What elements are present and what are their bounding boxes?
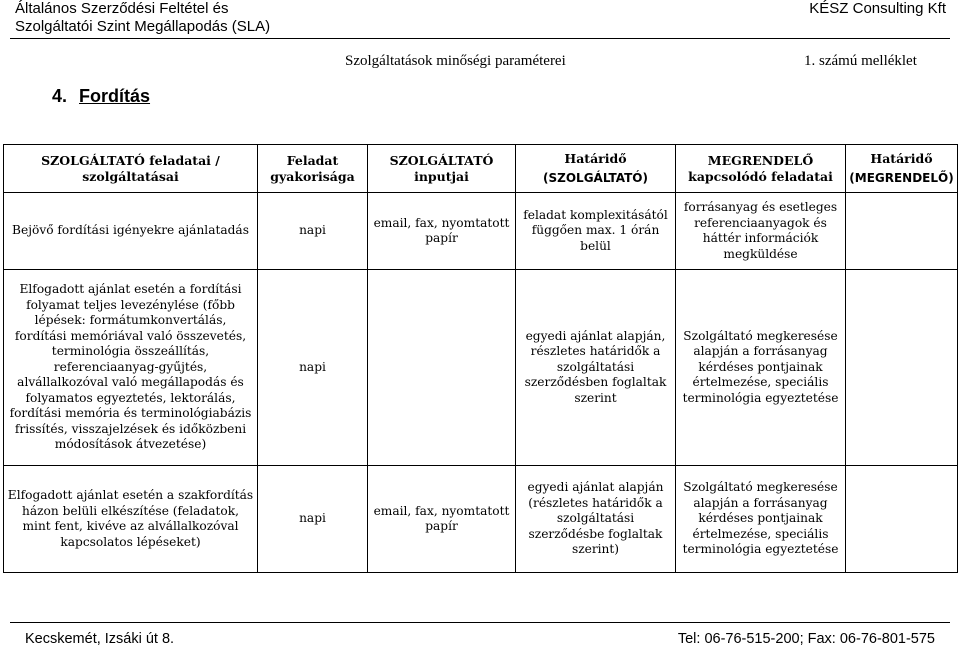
cell-client-tasks: Szolgáltató megkeresése alapján a forrásanyag kérdéses pontjainak értelmezése, speciális terminológia egyeztetése bbox=[676, 466, 846, 573]
company-name: KÉSZ Consulting Kft bbox=[809, 0, 946, 17]
cell-frequency: napi bbox=[258, 466, 368, 573]
header-cell-frequency: Feladat gyakorisága bbox=[258, 145, 368, 193]
footer-divider bbox=[10, 622, 950, 623]
header-cell-tasks: SZOLGÁLTATÓ feladatai / szolgáltatásai bbox=[4, 145, 258, 193]
table-row bbox=[4, 193, 958, 270]
cell-inputs bbox=[368, 270, 516, 466]
section-number: 4. bbox=[52, 86, 68, 106]
header-cell-deadline-provider bbox=[516, 145, 676, 193]
header-deadline-label: Határidő bbox=[870, 151, 933, 166]
table-header-row bbox=[4, 145, 958, 193]
cell-deadline: feladat komplexitásától függően max. 1 órán belül bbox=[516, 193, 676, 270]
table-row bbox=[4, 466, 958, 573]
page-subtitle: Szolgáltatások minőségi paraméterei bbox=[345, 53, 566, 69]
appendix-label: 1. számú melléklet bbox=[804, 53, 917, 69]
header-title-line1: Általános Szerződési Feltétel és bbox=[15, 0, 229, 17]
section-heading bbox=[52, 86, 150, 107]
cell-client-tasks: Szolgáltató megkeresése alapján a forrásanyag kérdéses pontjainak értelmezése, speciális terminológia egyeztetése bbox=[676, 270, 846, 466]
cell-client-tasks: forrásanyag és esetleges referenciaanyagok és háttér információk megküldése bbox=[676, 193, 846, 270]
cell-inputs: email, fax, nyomtatott papír bbox=[368, 466, 516, 573]
cell-frequency: napi bbox=[258, 270, 368, 466]
cell-client-deadline bbox=[846, 193, 958, 270]
cell-client-deadline bbox=[846, 270, 958, 466]
header-title-line2: Szolgáltatói Szint Megállapodás (SLA) bbox=[15, 18, 271, 35]
section-title: Fordítás bbox=[79, 86, 151, 106]
footer-address: Kecskemét, Izsáki út 8. bbox=[25, 631, 175, 647]
cell-task: Elfogadott ajánlat esetén a fordítási folyamat teljes levezénylése (főbb lépések: formátumkonvertálás, fordítási memóriával való összevetés, terminológia összeállítás, referenciaanyag-gyűjtés, alvállalkozóval való megállapodás és folyamatos egyeztetés, lektorálás, fordítási memória és terminológiabázis frissítés, visszajelzések és időközbeni módosítások átvezetése) bbox=[4, 270, 258, 466]
cell-task: Bejövő fordítási igényekre ajánlatadás bbox=[4, 193, 258, 270]
table-row bbox=[4, 270, 958, 466]
header-cell-deadline-client bbox=[846, 145, 958, 193]
footer-contact: Tel: 06-76-515-200; Fax: 06-76-801-575 bbox=[677, 631, 935, 647]
cell-frequency: napi bbox=[258, 193, 368, 270]
document-header-left bbox=[15, 0, 270, 36]
cell-inputs: email, fax, nyomtatott papír bbox=[368, 193, 516, 270]
header-deadline-client-sub: (MEGRENDELŐ) bbox=[849, 170, 954, 185]
header-divider bbox=[10, 38, 950, 39]
cell-deadline: egyedi ajánlat alapján (részletes határidők a szolgáltatási szerződésbe foglaltak szerint) bbox=[516, 466, 676, 573]
header-deadline-provider-sub: (SZOLGÁLTATÓ) bbox=[543, 170, 648, 185]
cell-client-deadline bbox=[846, 466, 958, 573]
header-cell-client-tasks: MEGRENDELŐ kapcsolódó feladatai bbox=[676, 145, 846, 193]
header-deadline-label: Határidő bbox=[564, 151, 627, 166]
cell-deadline: egyedi ajánlat alapján, részletes határidők a szolgáltatási szerződésben foglaltak szerint bbox=[516, 270, 676, 466]
header-cell-inputs: SZOLGÁLTATÓ inputjai bbox=[368, 145, 516, 193]
service-quality-table bbox=[3, 144, 958, 573]
cell-task: Elfogadott ajánlat esetén a szakfordítás házon belüli elkészítése (feladatok, mint fent, kivéve az alvállalkozóval kapcsolatos lépéseket) bbox=[4, 466, 258, 573]
